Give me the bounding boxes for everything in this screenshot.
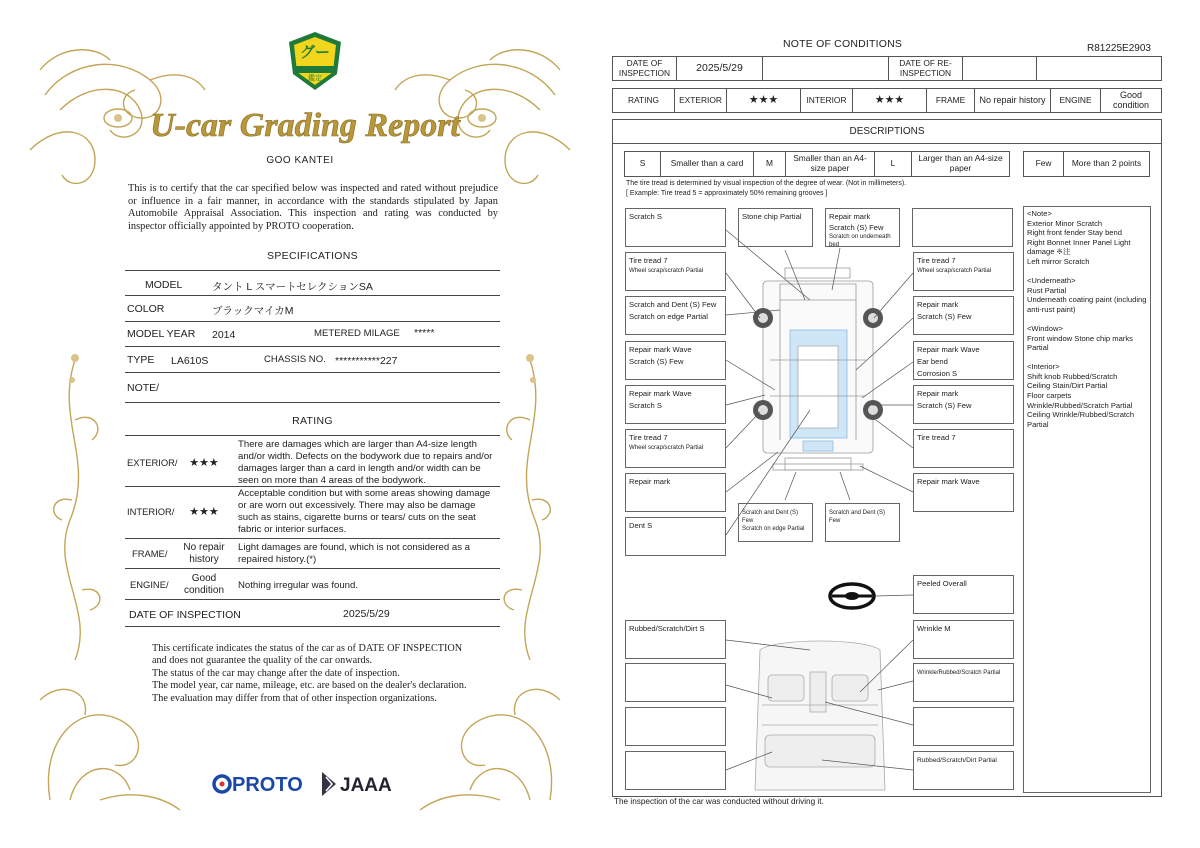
damage-text: Wheel scrap/scratch Partial [629, 267, 704, 274]
spec-row-type [125, 347, 500, 373]
type-value: LA610S [171, 355, 209, 367]
damage-box [625, 473, 726, 512]
tire-note-line: [ Example: Tire tread 5 = approximately 50% remaining grooves ] [626, 189, 828, 197]
damage-box [913, 385, 1014, 424]
roof-outline [798, 346, 838, 428]
damage-text: Scratch on edge Partial [629, 312, 708, 321]
damage-box [913, 252, 1014, 291]
date-of-inspection-row [125, 600, 500, 627]
report-title [140, 96, 470, 154]
model-value: タント L スマートセレクションSA [212, 281, 373, 293]
legend-key-s: S [625, 152, 661, 176]
damage-text: Scratch (S) Few [917, 312, 972, 321]
rating-label: RATING [613, 89, 675, 112]
damage-text: Repair mark Wave [917, 477, 980, 486]
damage-text: Repair mark Wave [917, 345, 980, 354]
damage-text: Scratch and Dent (S) Few [742, 510, 799, 524]
date-label: DATE OF INSPECTION [129, 609, 241, 621]
damage-text: Wrinkle/Rubbed/Scratch Partial [917, 670, 1001, 676]
legend-key-m: M [754, 152, 786, 176]
interior-box [913, 751, 1014, 790]
interior-box [913, 575, 1014, 614]
legend-text-m: Smaller than an A4-size paper [786, 152, 875, 176]
damage-box [912, 208, 1013, 247]
damage-text: Corrosion S [917, 369, 958, 378]
re-inspection-label: DATE OF RE-INSPECTION [889, 57, 963, 80]
legend-text-s: Smaller than a card [661, 152, 754, 176]
exterior-description: There are damages which are larger than A4-size length and/or width. Defects on the bodywork due to repairs and/or damages larger than a card in length and/or width can be seen on more than 4 areas of the bodywork. [238, 439, 493, 486]
interior-box [625, 663, 726, 702]
damage-text: Repair mark Wave [629, 345, 692, 354]
disclaimer-line: The model year, car name, mileage, etc. are based on the dealer's declaration. [152, 680, 467, 692]
color-label: COLOR [127, 303, 165, 315]
disclaimer-line: This certificate indicates the status of the car as of DATE OF INSPECTION and does not guarantee the quality of the car onwards. [152, 643, 463, 667]
date-value: 2025/5/29 [343, 608, 390, 620]
note-label: NOTE/ [127, 382, 160, 394]
steering-wheel-icon [830, 584, 874, 608]
descriptions-heading: DESCRIPTIONS [612, 119, 1162, 144]
frame-value: No repair history [975, 89, 1051, 112]
inspection-footer-note: The inspection of the car was conducted without driving it. [614, 797, 824, 806]
date-of-inspection-value: 2025/5/29 [677, 57, 763, 80]
legend-text-few: More than 2 points [1071, 158, 1142, 169]
exterior-label: EXTERIOR [675, 89, 727, 112]
interior-outline [755, 641, 885, 790]
damage-text: Rubbed/Scratch/Dirt Partial [917, 757, 997, 764]
exterior-stars: ★★★ [727, 89, 801, 112]
damage-box [913, 473, 1014, 512]
damage-text: Scratch (S) Few [829, 223, 884, 232]
svg-text:グー: グー [299, 43, 331, 61]
damage-text: Wrinkle M [917, 624, 951, 633]
damage-text: Dent S [629, 521, 653, 530]
color-value: ブラックマイカM [212, 305, 294, 317]
spec-row-color [125, 296, 500, 322]
damage-box [738, 503, 813, 542]
damage-text: Scratch (S) Few [629, 357, 684, 366]
damage-box [625, 341, 726, 380]
proto-logo [214, 774, 303, 796]
interior-box [913, 707, 1014, 746]
damage-box [913, 296, 1014, 335]
damage-text: Scratch (S) Few [917, 401, 972, 410]
damage-text: Scratch on underneath bed [829, 233, 891, 247]
damage-text: Tire tread 7 [629, 433, 668, 442]
notes-panel [1023, 206, 1151, 793]
interior-label: INTERIOR [801, 89, 853, 112]
damage-box [825, 503, 900, 542]
rear-glass [803, 441, 833, 451]
date-of-inspection-label: DATE OF INSPECTION [613, 57, 677, 80]
disclaimer-line: The status of the car may change after the date of inspection. [152, 667, 400, 679]
svg-text:鑑定: 鑑定 [308, 74, 322, 82]
proto-logo-text: PROTO [232, 774, 303, 796]
damage-text: Repair mark [917, 389, 959, 398]
disclaimer [152, 643, 472, 705]
model-label: MODEL [145, 279, 183, 291]
note-underneath: <Underneath> Rust Partial Underneath coating paint (including anti-rust paint) [1027, 276, 1147, 314]
damage-box [625, 429, 726, 468]
damage-box [625, 208, 726, 247]
damage-text: Wheel scrap/scratch Partial [629, 444, 704, 451]
engine-label: ENGINE/ [130, 579, 169, 590]
rating-row-frame [125, 539, 500, 569]
damage-text: Scratch S [629, 212, 662, 221]
jaaa-logo-text: JAAA [340, 775, 392, 796]
legend-key-l: L [875, 152, 912, 176]
damage-box [825, 208, 900, 247]
chassis-value: ***********227 [335, 355, 398, 367]
frame-description: Light damages are found, which is not considered as a repaired history.(*) [238, 542, 470, 565]
model-year-value: 2014 [212, 329, 236, 341]
interior-box [625, 751, 726, 790]
damage-box [738, 208, 813, 247]
engine-description: Nothing irregular was found. [238, 580, 358, 591]
interior-stars: ★★★ [853, 89, 927, 112]
report-title-text: U-car Grading Report [150, 107, 460, 144]
note-interior: <Interior> Shift knob Rubbed/Scratch Ceiling Stain/Dirt Partial Floor carpets Wrinkle/Rubbed/Scratch Partial Ceiling Wrinkle/Rubbed/Scratch Partial [1027, 362, 1135, 429]
damage-text: Scratch S [629, 401, 662, 410]
frame-label: FRAME/ [132, 548, 168, 559]
damage-text: Tire tread 7 [917, 256, 956, 265]
report-id: R81225E2903 [1087, 43, 1151, 54]
damage-box [625, 296, 726, 335]
interior-box [913, 663, 1014, 702]
damage-text: Scratch and Dent (S) Few [629, 300, 717, 309]
damage-box [625, 385, 726, 424]
sponsor-logos [212, 769, 412, 799]
interior-label: INTERIOR/ [127, 506, 175, 517]
legend-key-few: Few [1024, 152, 1064, 176]
legend-text-l: Larger than an A4-size paper [918, 153, 1003, 173]
jaaa-logo [322, 772, 392, 796]
damage-box [913, 341, 1014, 380]
front-grille-outline [785, 268, 850, 278]
note-general: <Note> Exterior Minor Scratch Right front fender Stay bend Right Bonnet Inner Panel Light damage ※注 Left mirror Scratch [1027, 209, 1131, 266]
damage-box [913, 429, 1014, 468]
interior-stars: ★★★ [189, 506, 219, 518]
engine-value: Good condition [183, 573, 225, 596]
specifications-heading: SPECIFICATIONS [267, 250, 358, 262]
interior-description: Acceptable condition but with some areas showing damage or are worn out excessively. There may also be damage such as stains, cigarette burns or tears/ cuts on the seat fabric or interior surfaces. [238, 488, 491, 535]
rating-row-interior [125, 487, 500, 539]
spec-row-note [125, 373, 500, 403]
type-label: TYPE [127, 354, 155, 366]
mileage-label: METERED MILAGE [314, 328, 400, 339]
exterior-stars: ★★★ [189, 457, 219, 469]
engine-value: Good condition [1112, 89, 1150, 110]
note-window: <Window> Front window Stone chip marks Partial [1027, 323, 1133, 353]
exterior-label: EXTERIOR/ [127, 457, 178, 468]
note-of-conditions [600, 0, 1200, 848]
interior-box [625, 707, 726, 746]
damage-text: Tire tread 7 [917, 433, 956, 442]
mileage-value: ***** [414, 327, 435, 339]
damage-text: Scratch on edge Partial [742, 526, 805, 532]
certification-statement: This is to certify that the car specified below was inspected and rated without prejudice or influence in a fair manner, in accordance with the standards stipulated by Japan Automobile Appraisal Association. This inspection and rating was conducted by inspector officially appointed by PROTO cooperation. [128, 183, 498, 232]
damage-text: Repair mark [829, 212, 871, 221]
report-subtitle: GOO KANTEI [266, 155, 334, 166]
damage-text: Rubbed/Scratch/Dirt S [629, 624, 705, 633]
damage-text: Ear bend [917, 357, 948, 366]
damage-text: Repair mark Wave [629, 389, 692, 398]
frame-label: FRAME [927, 89, 975, 112]
damage-text: Peeled Overall [917, 579, 967, 588]
interior-box [913, 620, 1014, 659]
spec-row-model [125, 270, 500, 296]
damage-text: Wheel scrap/scratch Partial [917, 267, 992, 274]
noc-title: NOTE OF CONDITIONS [783, 38, 903, 50]
damage-text: Scratch and Dent (S) Few [829, 510, 886, 524]
tire-note-line: The tire tread is determined by visual inspection of the degree of wear. (Not in millimeters). [626, 180, 907, 187]
rating-row-engine [125, 569, 500, 600]
model-year-label: MODEL YEAR [127, 328, 196, 340]
goo-kantei-badge-logo [287, 30, 343, 92]
damage-box [625, 517, 726, 556]
rating-heading: RATING [292, 415, 333, 427]
spec-row-model-year [125, 322, 500, 347]
frame-value: No repair history [183, 542, 225, 565]
damage-text: Repair mark [629, 477, 671, 486]
rating-row-exterior [125, 435, 500, 487]
interior-box [625, 620, 726, 659]
damage-box [625, 252, 726, 291]
damage-text: Tire tread 7 [629, 256, 668, 265]
damage-text: Stone chip Partial [742, 212, 802, 221]
disclaimer-line: The evaluation may differ from that of other inspection organizations. [152, 692, 437, 704]
damage-text: Repair mark [917, 300, 959, 309]
chassis-label: CHASSIS NO. [264, 354, 326, 365]
engine-label: ENGINE [1051, 89, 1101, 112]
